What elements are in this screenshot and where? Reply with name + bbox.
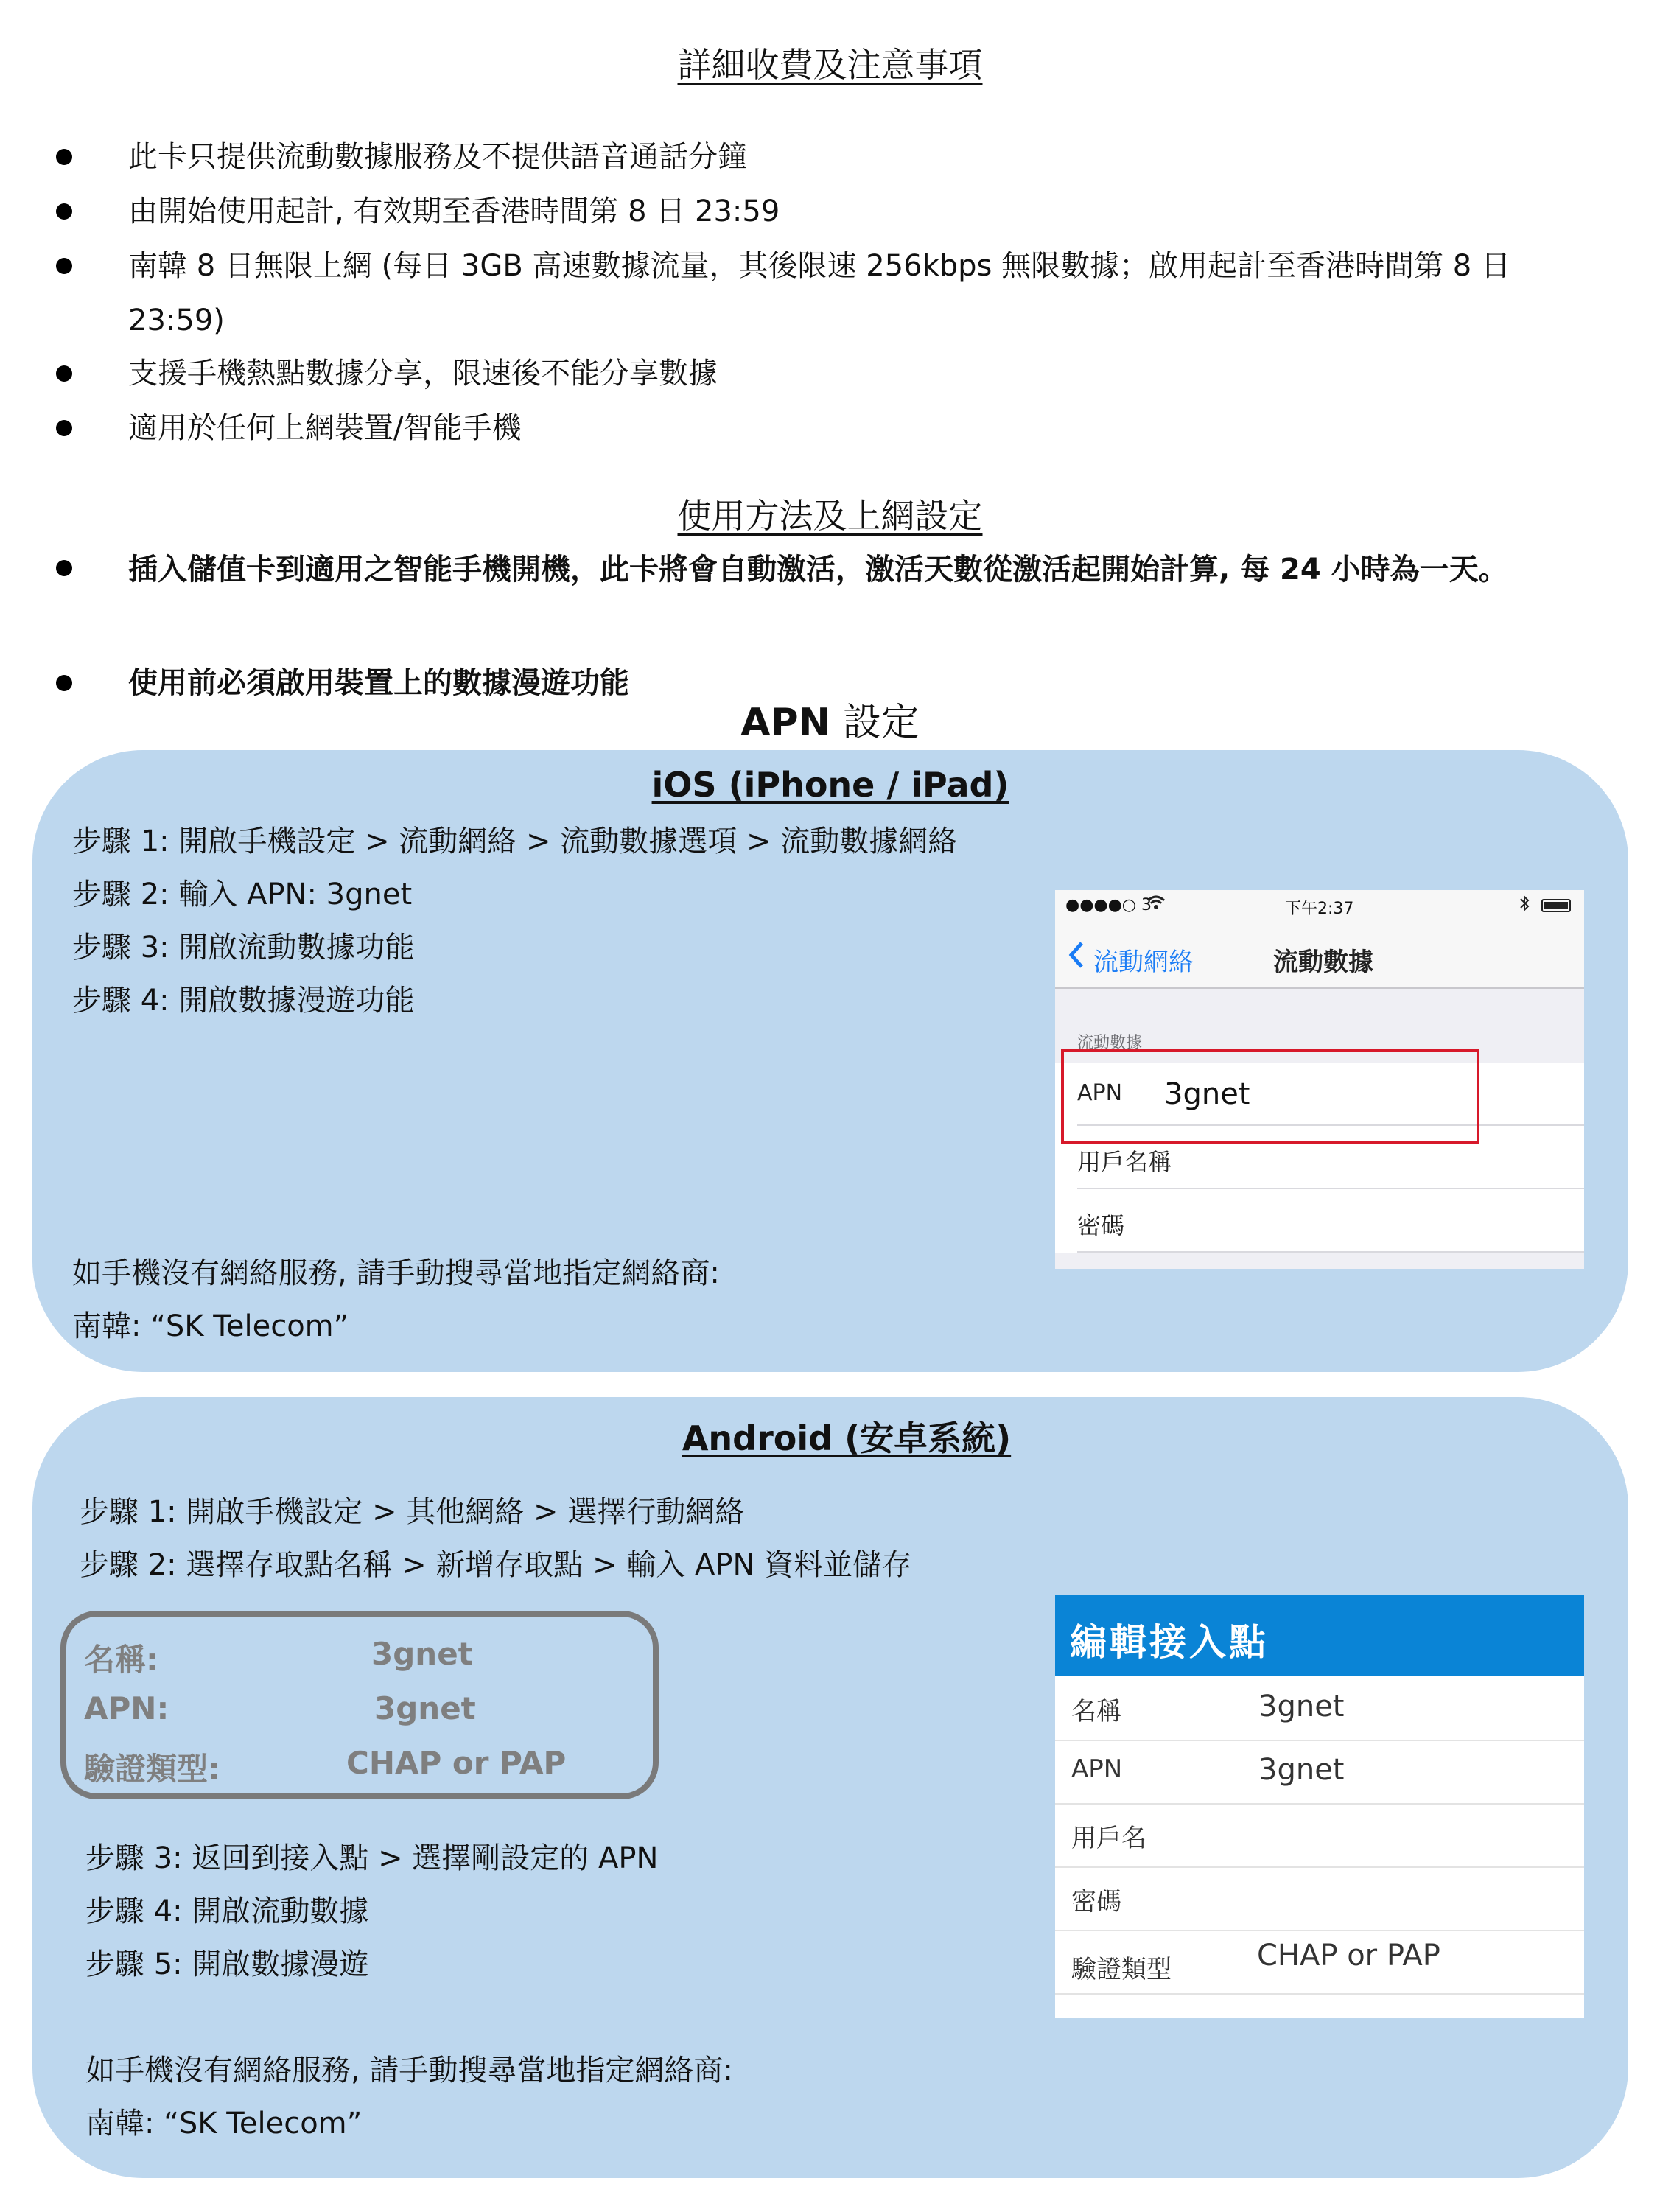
auth-type-value: CHAP or PAP — [346, 1745, 567, 1781]
note-text: 南韓 8 日無限上網 (每日 3GB 高速數據流量，其後限速 256kbps 無限數據；啟用起計至香港時間第 8 日 23:59) — [128, 249, 1510, 337]
android-step: 步驟 1: 開啟手機設定 > 其他網絡 > 選擇行動網絡 — [80, 1495, 745, 1529]
apn-title — [0, 691, 1660, 746]
android-row-password[interactable] — [1055, 1866, 1584, 1931]
usage-title: 使用方法及上網設定 — [677, 496, 983, 536]
android-step: 步驟 4: 開啟流動數據 — [85, 1894, 369, 1928]
apn-highlight-box — [1061, 1049, 1479, 1144]
ios-title: iOS (iPhone / iPad) — [651, 765, 1009, 805]
android-row-username[interactable] — [1055, 1803, 1584, 1868]
page-title: 詳細收費及注意事項 — [677, 45, 983, 85]
android-header-title: 編輯接入點 — [1070, 1621, 1269, 1664]
ios-step: 步驟 3: 開啟流動數據功能 — [72, 931, 415, 965]
apn-title-bold: APN — [740, 701, 831, 745]
ios-step: 步驟 2: 輸入 APN: 3gnet — [72, 878, 413, 911]
apn-value[interactable]: 3gnet — [1164, 1077, 1250, 1111]
bluetooth-icon — [1519, 895, 1530, 917]
row-value: 3gnet — [1258, 1690, 1345, 1723]
android-step: 步驟 5: 開啟數據漫遊 — [85, 1947, 369, 1981]
wifi-icon — [1146, 895, 1166, 915]
name-value: 3gnet — [371, 1636, 473, 1672]
bullet-icon — [56, 420, 72, 436]
android-row-apn[interactable] — [1055, 1740, 1584, 1805]
bullet-icon — [56, 149, 72, 165]
android-step: 步驟 3: 返回到接入點 > 選擇剛設定的 APN — [85, 1841, 659, 1875]
ios-settings-screenshot — [1055, 890, 1584, 1269]
row-label: 用戶名 — [1071, 1824, 1146, 1853]
ios-carrier: 南韓: “SK Telecom” — [72, 1309, 349, 1343]
note-text: 由開始使用起計, 有效期至香港時間第 8 日 23:59 — [128, 195, 780, 228]
bullet-icon — [56, 560, 72, 576]
auth-type-label: 驗證類型: — [84, 1751, 220, 1787]
note-text: 適用於任何上網裝置/智能手機 — [128, 411, 522, 445]
android-notice: 如手機沒有網絡服務, 請手動搜尋當地指定網絡商: — [85, 2054, 733, 2087]
row-value: 3gnet — [1258, 1753, 1345, 1787]
bullet-icon — [56, 365, 72, 382]
note-text: 支援手機熱點數據分享，限速後不能分享數據 — [128, 357, 718, 391]
android-header — [1055, 1595, 1584, 1676]
bullet-icon — [56, 258, 72, 274]
apn-label: APN: — [84, 1690, 169, 1726]
ios-nav-bar — [1055, 923, 1584, 989]
android-row-auth-type[interactable] — [1055, 1930, 1584, 1995]
row-label: 驗證類型 — [1071, 1955, 1172, 1984]
android-step: 步驟 2: 選擇存取點名稱 > 新增存取點 > 輸入 APN 資料並儲存 — [80, 1548, 912, 1582]
ios-step: 步驟 4: 開啟數據漫遊功能 — [72, 984, 415, 1018]
note-text: 此卡只提供流動數據服務及不提供語音通話分鐘 — [128, 140, 747, 174]
android-row-name[interactable] — [1055, 1676, 1584, 1741]
section-header: 流動數據 — [1077, 1034, 1143, 1052]
password-row[interactable] — [1055, 1189, 1584, 1253]
back-button[interactable]: 流動網絡 — [1093, 948, 1194, 977]
password-label: 密碼 — [1077, 1211, 1125, 1239]
name-label: 名稱: — [84, 1642, 158, 1678]
row-value: CHAP or PAP — [1257, 1939, 1440, 1973]
row-label: APN — [1071, 1754, 1123, 1784]
status-time: 下午2:37 — [1285, 900, 1354, 918]
ios-notice: 如手機沒有網絡服務, 請手動搜尋當地指定網絡商: — [72, 1256, 720, 1290]
android-apn-screenshot — [1055, 1595, 1584, 2018]
usage-text: 使用前必須啟用裝置上的數據漫遊功能 — [128, 666, 629, 700]
battery-icon — [1541, 899, 1571, 912]
bullet-icon — [56, 203, 72, 220]
apn-value: 3gnet — [374, 1690, 476, 1726]
ios-step: 步驟 1: 開啟手機設定 > 流動網絡 > 流動數據選項 > 流動數據網絡 — [72, 825, 958, 858]
row-label: 名稱 — [1071, 1697, 1121, 1726]
usage-text: 插入儲值卡到適用之智能手機開機，此卡將會自動激活，激活天數從激活起開始計算, 每 24 小時為一天。 — [128, 553, 1508, 587]
bullet-icon — [56, 675, 72, 691]
username-label: 用戶名稱 — [1077, 1148, 1172, 1176]
apn-label: APN — [1077, 1080, 1123, 1106]
row-label: 密碼 — [1071, 1887, 1121, 1917]
signal-status: ●●●●○ 3 — [1065, 896, 1152, 914]
nav-title: 流動數據 — [1273, 948, 1373, 977]
android-carrier: 南韓: “SK Telecom” — [85, 2107, 363, 2141]
apn-title-rest: 設定 — [830, 701, 920, 745]
android-title: Android (安卓系統) — [682, 1418, 1012, 1458]
ios-status-bar — [1055, 890, 1584, 923]
back-chevron-icon[interactable] — [1067, 940, 1085, 973]
